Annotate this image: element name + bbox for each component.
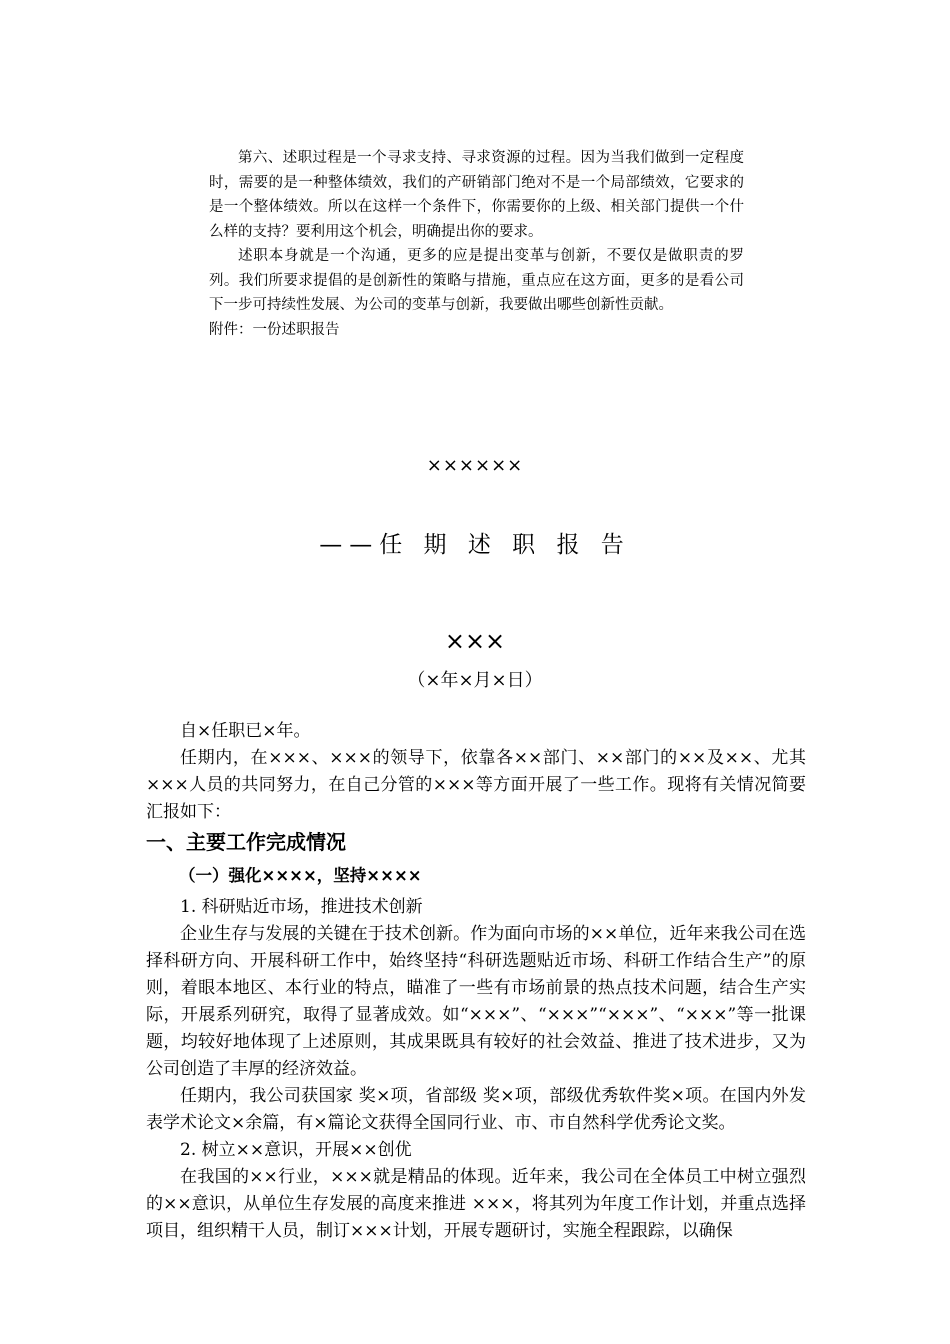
report-author: ××× <box>444 627 506 655</box>
item-1-paragraph-1: 企业生存与发展的关键在于技术创新。作为面向市场的××单位，近年来我公司在选择科研方向、开展科研工作中，始终坚持“科研选题贴近市场、科研工作结合生产”的原则，着眼本地区、本行业的特点，瞄准了一些有市场前景的热点技术问题，结合生产实际，开展系列研究，取得了显著成效。如“×××”、“×××”“×××”、“×××”等一批课题，均较好地体现了上述原则，其成果既具有较好的社会效益、推进了技术进步，又为公司创造了丰厚的经济效益。 <box>146 924 806 1079</box>
report-date: （×年×月×日） <box>407 670 543 691</box>
item-2-paragraph-1: 在我国的××行业，×××就是精品的体现。近年来，我公司在全体员工中树立强烈的××意识，从单位生存发展的高度来推进 ×××，将其列为年度工作计划，并重点选择项目，组织精干人员，制订×××计划，开展专题研讨，实施全程跟踪，以确保 <box>146 1167 806 1241</box>
report-title: ×××××× <box>426 455 524 476</box>
section-heading: 一、主要工作完成情况 <box>146 830 346 854</box>
attachment-note: 附件：一份述职报告 <box>209 321 340 338</box>
report-subtitle: ——任 期 述 职 报 告 <box>319 532 631 558</box>
paragraph-sixth-point: 第六、述职过程是一个寻求支持、寻求资源的过程。因为当我们做到一定程度时，需要的是一种整体绩效，我们的产研销部门绝对不是一个局部绩效，它要求的是一个整体绩效。所以在这样一个条件下，你需要你的上级、相关部门提供一个什么样的支持？要利用这个机会，明确提出你的要求。 <box>209 150 744 240</box>
item-2-title: 2. 树立××意识，开展××创优 <box>180 1140 412 1160</box>
intro-summary: 任期内，在×××、×××的领导下，依靠各××部门、××部门的××及××、尤其×××人员的共同努力，在自己分管的×××等方面开展了一些工作。现将有关情况简要汇报如下： <box>146 748 806 822</box>
item-1-paragraph-2: 任期内，我公司获国家 奖×项，省部级 奖×项，部级优秀软件奖×项。在国内外发表学术论文×余篇，有×篇论文获得全国同行业、市、市自然科学优秀论文奖。 <box>146 1086 806 1133</box>
top-section <box>209 146 744 342</box>
paragraph-communication: 述职本身就是一个沟通，更多的应是提出变革与创新，不要仅是做职责的罗列。我们所要求提倡的是创新性的策略与措施，重点应在这方面，更多的是看公司下一步可持续性发展、为公司的变革与创新，我要做出哪些创新性贡献。 <box>209 248 744 313</box>
item-1-title: 1. 科研贴近市场，推进技术创新 <box>180 897 423 917</box>
report-body <box>146 718 806 1245</box>
intro-tenure: 自×任职已×年。 <box>180 721 311 741</box>
subsection-heading: （一）强化××××，坚持×××× <box>179 866 422 885</box>
